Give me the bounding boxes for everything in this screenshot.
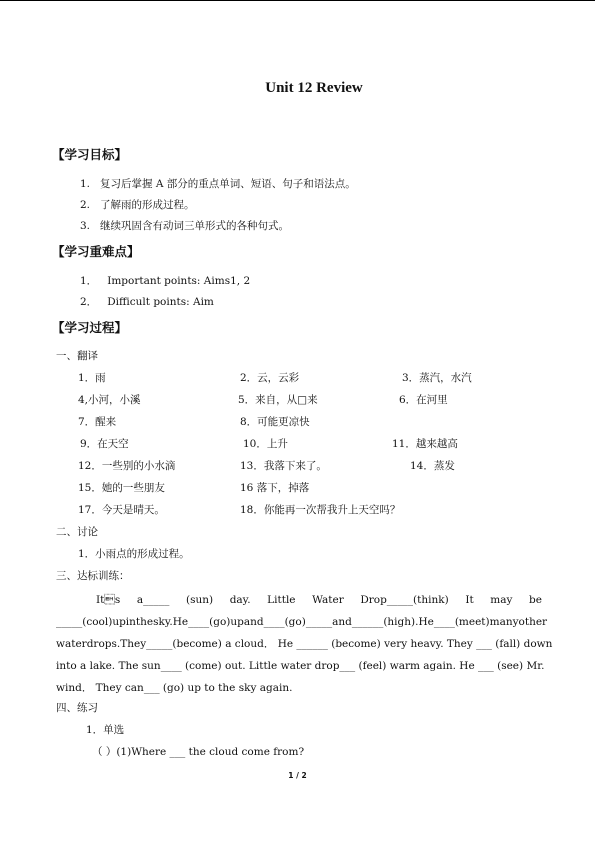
translate-item: 11．越来越高 — [392, 438, 458, 450]
part2-heading: 二、讨论 — [56, 526, 98, 538]
page-number: 1 / 2 — [288, 771, 307, 780]
translate-item: 6．在河里 — [399, 394, 448, 406]
keypoint-item — [80, 274, 250, 288]
section-process-heading: 【学习过程】 — [52, 320, 128, 335]
translate-item: 9．在天空 — [80, 438, 129, 450]
section-goals-heading: 【学习目标】 — [52, 147, 128, 162]
passage-line: Its a_____ (sun) day. Little Water Drop_____(think) It may be — [96, 594, 542, 606]
translate-item: 1．雨 — [78, 372, 106, 384]
translate-item: 18．你能再一次帮我升上天空吗？ — [240, 504, 401, 516]
translate-item: 10．上升 — [243, 438, 288, 450]
goal-number: 1. — [80, 178, 91, 190]
translate-item: 4,小河，小溪 — [78, 394, 141, 406]
exercise-subheading: 1．单选 — [86, 724, 125, 736]
part1-heading: 一、翻译 — [56, 350, 98, 362]
passage-line: wind． They can___ (go) up to the sky again. — [56, 682, 293, 694]
passage-line: into a lake. The sun____ (come) out. Little water drop___ (feel) warm again. He ___ (see) Mr. — [56, 660, 545, 672]
translate-item: 14．蒸发 — [410, 460, 455, 472]
translate-item: 16 落下，掉落 — [240, 482, 310, 494]
goal-item — [80, 219, 289, 233]
goal-text: 了解雨的形成过程。 — [100, 199, 195, 211]
goal-text: 复习后掌握 A 部分的重点单词、短语、句子和语法点。 — [100, 178, 356, 190]
translate-item: 2．云，云彩 — [240, 372, 300, 384]
translate-item: 3．蒸汽，水汽 — [402, 372, 472, 384]
header-rule — [0, 0, 595, 1]
keypoint-text: Difficult points: Aim — [107, 296, 214, 308]
goal-item — [80, 198, 195, 212]
translate-item: 15．她的一些朋友 — [78, 482, 165, 494]
translate-item: 12．一些别的小水滴 — [78, 460, 176, 472]
passage-line: _____(cool)upinthesky.He____(go)upand____(go)_____and______(high).He____(meet)manyother — [56, 616, 548, 628]
page-title: Unit 12 Review — [265, 80, 363, 96]
translate-item: 7．醒来 — [78, 416, 117, 428]
passage-line: waterdrops.They_____(become) a cloud． He ______ (become) very heavy. They ___ (fall) down — [56, 638, 553, 650]
discussion-item: 1．小雨点的形成过程。 — [78, 548, 190, 560]
translate-item: 17．今天是晴天。 — [78, 504, 165, 516]
part4-heading: 四、练习 — [56, 702, 98, 714]
section-keypoints-heading: 【学习重难点】 — [52, 244, 140, 259]
keypoint-number: 1． — [80, 275, 98, 287]
keypoint-text: Important points: Aims1, 2 — [107, 275, 251, 287]
translate-item: 13．我落下来了。 — [240, 460, 327, 472]
translate-item: 5．来自，从□来 — [238, 394, 318, 406]
keypoint-item — [80, 295, 214, 309]
part3-heading: 三、达标训练： — [56, 570, 130, 582]
goal-number: 3. — [80, 220, 91, 232]
goal-text: 继续巩固含有动词三单形式的各种句式。 — [100, 220, 290, 232]
exercise-question: （ ）(1)Where ___ the cloud come from? — [92, 746, 305, 758]
keypoint-number: 2． — [80, 296, 98, 308]
goal-item — [80, 177, 356, 191]
goal-number: 2. — [80, 199, 91, 211]
translate-item: 8．可能更凉快 — [240, 416, 310, 428]
